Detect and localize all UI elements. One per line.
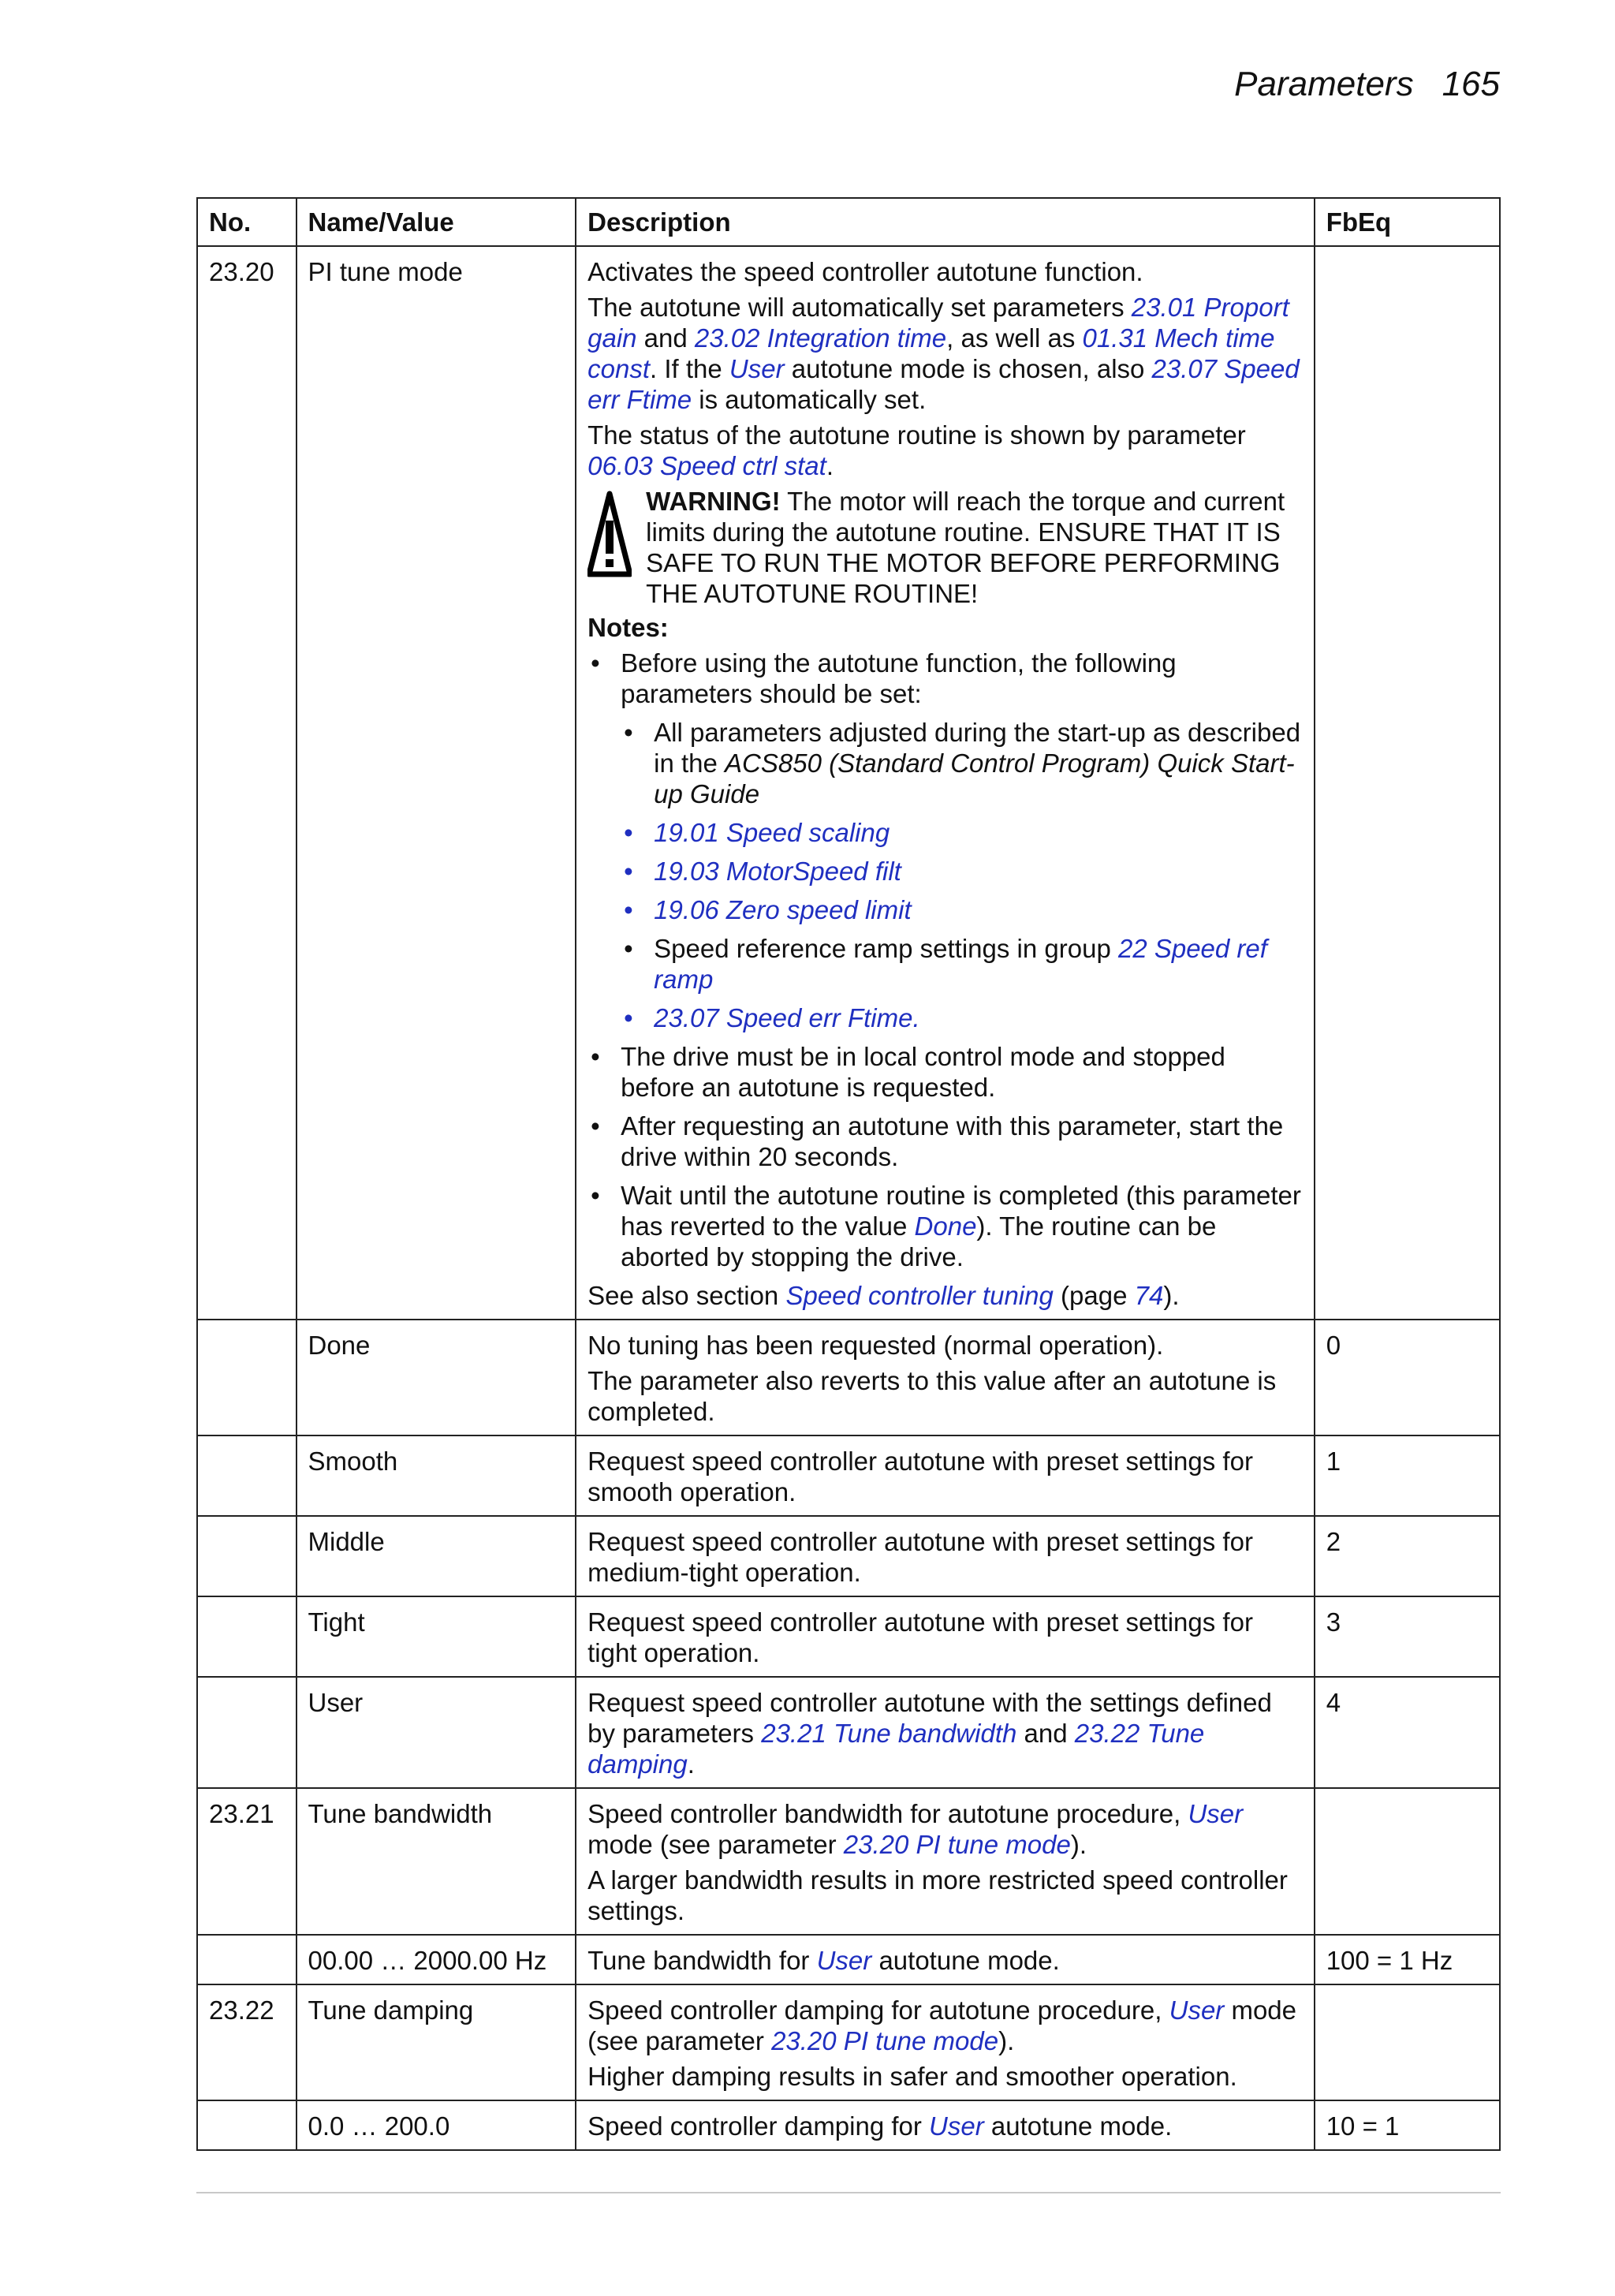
value-link[interactable]: User — [1188, 1799, 1244, 1828]
footer-divider — [196, 2192, 1501, 2193]
table-row — [197, 1788, 1500, 1935]
list-item[interactable]: • 19.03 MotorSpeed filt — [621, 856, 1303, 887]
value-link[interactable]: User — [1169, 1995, 1225, 2025]
section-link[interactable]: Speed controller tuning — [785, 1281, 1054, 1310]
param-link[interactable]: 23.21 Tune bandwidth — [761, 1719, 1017, 1748]
param-name: Tune bandwidth — [297, 1788, 576, 1935]
param-description: Speed controller damping for autotune procedure, User mode (see parameter 23.20 PI tune mode). Higher damping results in safer and smoother operation. — [576, 1984, 1315, 2100]
value-description: Request speed controller autotune with preset settings for tight operation. — [576, 1596, 1315, 1677]
notes-heading: Notes: — [587, 613, 669, 642]
value-name: Middle — [297, 1516, 576, 1596]
table-row — [197, 246, 1500, 1320]
table-row — [197, 1677, 1500, 1788]
param-link[interactable]: 01.31 Mech time const — [587, 323, 1275, 383]
table-row — [197, 2100, 1500, 2150]
list-item[interactable]: • 23.07 Speed err Ftime. — [621, 1002, 1303, 1033]
param-link[interactable]: 23.02 Integration time — [694, 323, 947, 353]
see-also: See also section Speed controller tuning (page 74). — [587, 1281, 1180, 1310]
param-link[interactable]: 23.07 Speed err Ftime — [587, 354, 1300, 414]
param-description: Speed controller bandwidth for autotune procedure, User mode (see parameter 23.20 PI tune mode). A larger bandwidth results in more restricted speed controller settings. — [576, 1788, 1315, 1935]
value-description: Request speed controller autotune with preset settings for smooth operation. — [576, 1435, 1315, 1516]
notes-list — [587, 648, 1303, 1272]
value-link[interactable]: Done — [914, 1211, 977, 1241]
value-name: 00.00 … 2000.00 Hz — [297, 1935, 576, 1984]
warning-block — [587, 486, 1303, 609]
table-row — [197, 1596, 1500, 1677]
value-description: Tune bandwidth for User autotune mode. — [576, 1935, 1315, 1984]
list-item[interactable]: • 19.06 Zero speed limit — [621, 894, 1303, 925]
value-description: Request speed controller autotune with preset settings for medium-tight operation. — [576, 1516, 1315, 1596]
value-name: Done — [297, 1320, 576, 1435]
param-name: Tune damping — [297, 1984, 576, 2100]
param-no: 23.22 — [197, 1984, 297, 2100]
value-fbeq: 1 — [1315, 1435, 1500, 1516]
value-name: 0.0 … 200.0 — [297, 2100, 576, 2150]
list-item: • Wait until the autotune routine is completed (this parameter has reverted to the value Done). The routine can be aborted by stopping the drive. — [587, 1180, 1303, 1272]
table-row — [197, 1984, 1500, 2100]
param-description — [576, 246, 1315, 1320]
page-number: 165 — [1442, 65, 1500, 103]
warning-text: WARNING! The motor will reach the torque and current limits during the autotune routine. ENSURE THAT IT IS SAFE TO RUN THE MOTOR BEFORE PERFORMING THE AUTOTUNE ROUTINE! — [646, 487, 1285, 608]
value-fbeq: 0 — [1315, 1320, 1500, 1435]
value-fbeq: 3 — [1315, 1596, 1500, 1677]
list-item: • Speed reference ramp settings in group 22 Speed ref ramp — [621, 933, 1303, 995]
value-name: Tight — [297, 1596, 576, 1677]
header-section: Parameters — [1234, 65, 1414, 103]
value-fbeq: 2 — [1315, 1516, 1500, 1596]
param-fbeq — [1315, 246, 1500, 1320]
sub-list — [621, 717, 1303, 1033]
page-header — [1234, 65, 1500, 104]
list-item: • Before using the autotune function, the following parameters should be set: • All parameters adjusted during the start-up as described in the ACS850 (Standard Control Program) Quick Start-up Guide • 19.01 Speed scaling • 19.03 MotorSpeed filt • 19.06 Zero speed limit • Speed reference ramp settings in group 22 Speed ref ramp • 23.07 Speed err Ftime. — [587, 648, 1303, 1033]
col-name: Name/Value — [297, 198, 576, 246]
list-item: • After requesting an autotune with this parameter, start the drive within 20 seconds. — [587, 1111, 1303, 1172]
value-description: Speed controller damping for User autotune mode. — [576, 2100, 1315, 2150]
col-description: Description — [576, 198, 1315, 246]
col-fbeq: FbEq — [1315, 198, 1500, 246]
desc-line: The autotune will automatically set parameters 23.01 Proport gain and 23.02 Integration time, as well as 01.31 Mech time const. If the User autotune mode is chosen, also 23.07 Speed err Ftime is automatically set. — [587, 293, 1300, 414]
param-link[interactable]: 23.20 PI tune mode — [843, 1830, 1071, 1859]
table-header-row — [197, 198, 1500, 246]
value-description: Request speed controller autotune with the settings defined by parameters 23.21 Tune bandwidth and 23.22 Tune damping. — [576, 1677, 1315, 1788]
param-link[interactable]: 23.22 Tune damping — [587, 1719, 1205, 1779]
table-row — [197, 1320, 1500, 1435]
param-link[interactable]: 06.03 Speed ctrl stat — [587, 451, 826, 480]
param-link[interactable]: 23.01 Proport gain — [587, 293, 1289, 353]
list-item[interactable]: • 19.01 Speed scaling — [621, 817, 1303, 848]
table-row — [197, 1435, 1500, 1516]
page-link[interactable]: 74 — [1134, 1281, 1164, 1310]
param-no: 23.20 — [197, 246, 297, 1320]
value-fbeq: 4 — [1315, 1677, 1500, 1788]
value-name: User — [297, 1677, 576, 1788]
desc-line: Activates the speed controller autotune function. — [587, 257, 1143, 286]
warning-icon — [587, 491, 632, 577]
param-name: PI tune mode — [297, 246, 576, 1320]
list-item: • All parameters adjusted during the start-up as described in the ACS850 (Standard Control Program) Quick Start-up Guide — [621, 717, 1303, 809]
param-link[interactable]: 23.20 PI tune mode — [771, 2026, 999, 2055]
table-row — [197, 1516, 1500, 1596]
value-link[interactable]: User — [816, 1946, 872, 1975]
value-fbeq: 100 = 1 Hz — [1315, 1935, 1500, 1984]
value-fbeq: 10 = 1 — [1315, 2100, 1500, 2150]
param-no: 23.21 — [197, 1788, 297, 1935]
value-link[interactable]: User — [929, 2111, 984, 2141]
col-no: No. — [197, 198, 297, 246]
value-description: No tuning has been requested (normal operation). The parameter also reverts to this value after an autotune is completed. — [576, 1320, 1315, 1435]
desc-line: The status of the autotune routine is shown by parameter 06.03 Speed ctrl stat. — [587, 420, 1246, 480]
group-link[interactable]: 22 Speed ref ramp — [654, 934, 1267, 994]
list-item: • The drive must be in local control mode and stopped before an autotune is requested. — [587, 1041, 1303, 1103]
value-name: Smooth — [297, 1435, 576, 1516]
value-link[interactable]: User — [729, 354, 785, 383]
parameter-table — [196, 197, 1501, 2151]
table-row — [197, 1935, 1500, 1984]
